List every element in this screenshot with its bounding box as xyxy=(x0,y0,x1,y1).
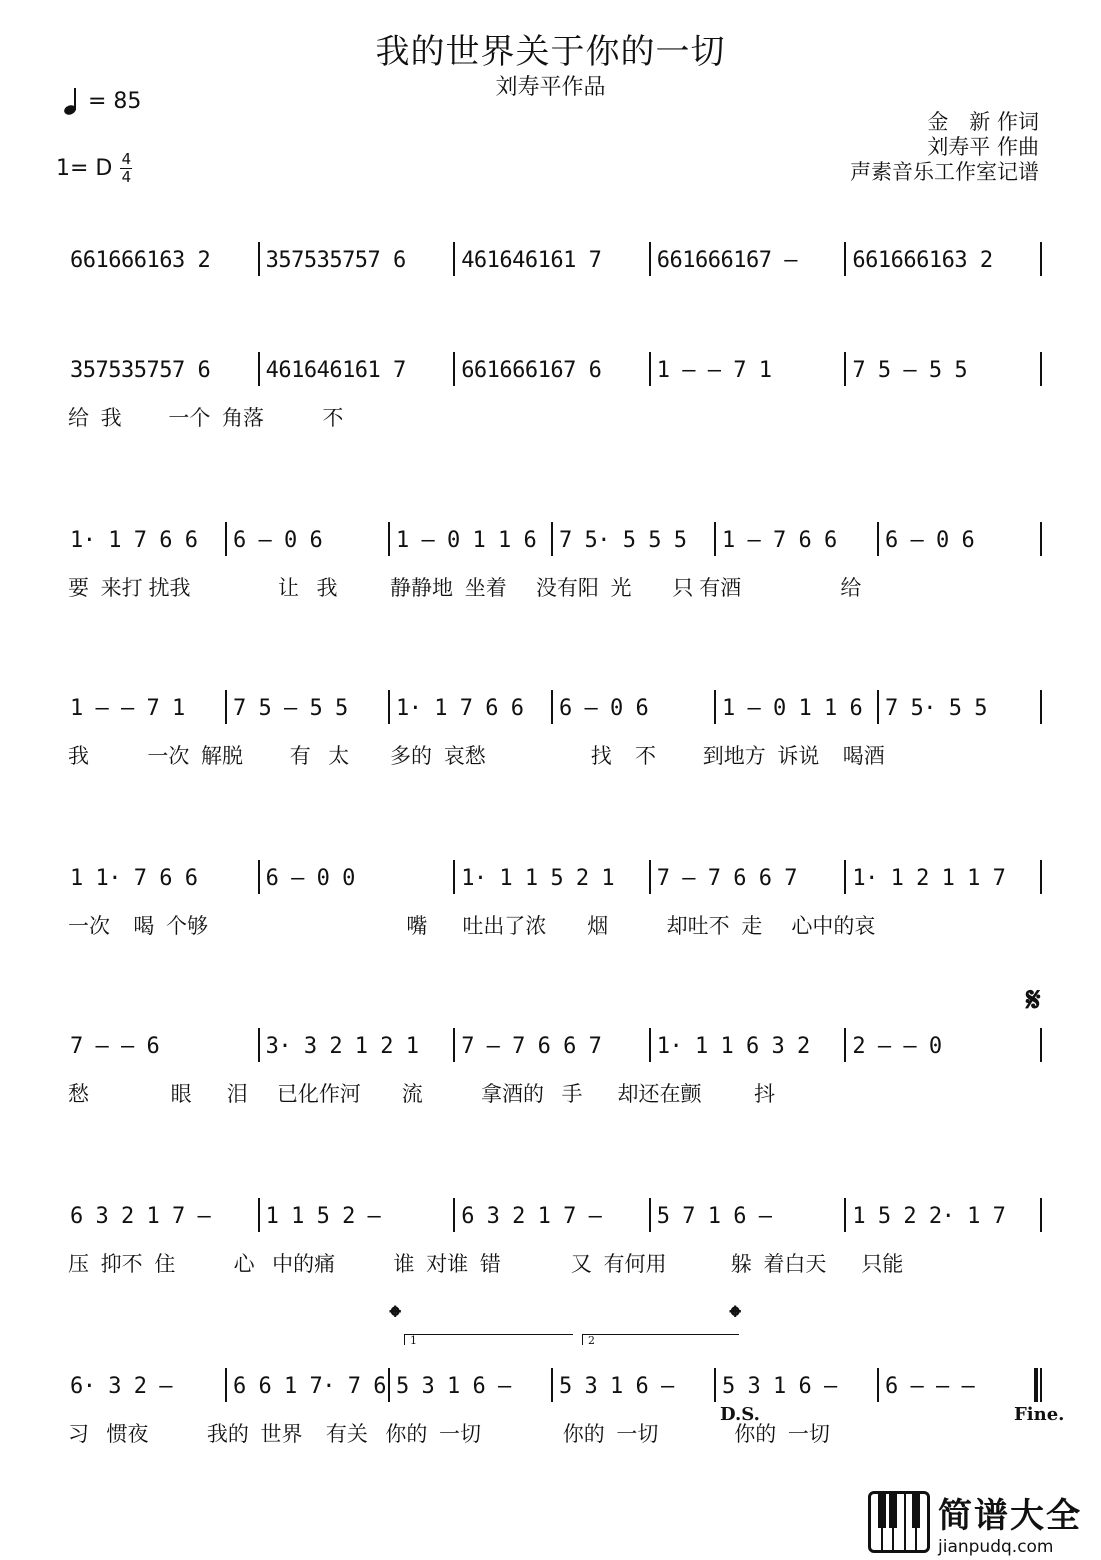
measure: 6 – 0 6 xyxy=(885,527,975,553)
final-barline xyxy=(1034,1368,1038,1402)
barline xyxy=(258,860,260,894)
transcriber-credit: 声素音乐工作室记谱 xyxy=(850,160,1039,184)
measure: 5 7 1 6 – xyxy=(656,1203,772,1229)
barline xyxy=(1040,1198,1042,1232)
barline xyxy=(649,1028,651,1062)
measure: 6 – 0 0 xyxy=(265,865,355,891)
measure: 661666167 – xyxy=(656,247,797,273)
barline xyxy=(649,242,651,276)
lyrics-line: 给 我 一个 角落 不 xyxy=(68,407,344,430)
measure: 1 – 7 6 6 xyxy=(722,527,837,553)
measure: 3· 3 2 1 2 1 xyxy=(265,1033,419,1059)
time-signature xyxy=(120,152,132,185)
measure: 1 – 0 1 1 6 xyxy=(396,527,537,553)
barline xyxy=(877,690,879,724)
barline xyxy=(388,1368,390,1402)
barline xyxy=(844,1198,846,1232)
measure: 357535757 6 xyxy=(70,357,211,383)
measure: 1· 1 1 5 2 1 xyxy=(461,865,615,891)
barline xyxy=(844,242,846,276)
subtitle: 刘寿平作品 xyxy=(495,75,606,100)
barline xyxy=(714,522,716,556)
measure: 2 – – 0 xyxy=(852,1033,942,1059)
barline xyxy=(258,1198,260,1232)
barline xyxy=(453,1198,455,1232)
measure: 661666163 2 xyxy=(852,247,993,273)
barline xyxy=(649,1198,651,1232)
measure: 1 – – 7 1 xyxy=(656,357,772,383)
measure: 6 – 0 6 xyxy=(559,695,649,721)
measure: 7 5 – 5 5 xyxy=(852,357,968,383)
barline xyxy=(1040,242,1042,276)
barline xyxy=(1040,522,1042,556)
barline xyxy=(1040,1028,1042,1062)
measure: 7 – 7 6 6 7 xyxy=(656,865,797,891)
lyrics-line: 习 惯夜 我的 世界 有关 你的 一切 你的 一切 你的 一切 xyxy=(68,1423,830,1446)
time-bottom: 4 xyxy=(121,168,132,186)
composer-credit: 刘寿平 作曲 xyxy=(927,135,1039,159)
barline xyxy=(388,522,390,556)
measure: 7 – 7 6 6 7 xyxy=(461,1033,602,1059)
measure: 1· 1 7 6 6 xyxy=(70,527,198,553)
measure: 461646161 7 xyxy=(461,247,602,273)
piano-icon xyxy=(868,1491,930,1553)
barline xyxy=(258,352,260,386)
measure: 5 3 1 6 – xyxy=(396,1373,511,1399)
barline xyxy=(258,242,260,276)
volta-label-2: 2 xyxy=(588,1334,595,1347)
quarter-note-icon xyxy=(62,86,78,116)
measure: 7 5· 5 5 xyxy=(885,695,987,721)
volta-bracket-1 xyxy=(404,1334,573,1345)
measure: 1· 1 2 1 1 7 xyxy=(852,865,1006,891)
measure: 5 3 1 6 – xyxy=(559,1373,674,1399)
logo-name: 简谱大全 xyxy=(938,1495,1082,1536)
segno-mark: 𝄋 xyxy=(1026,980,1041,1020)
measure: 6· 3 2 – xyxy=(70,1373,172,1399)
measure: 7 5· 5 5 5 xyxy=(559,527,687,553)
measure: 7 5 – 5 5 xyxy=(233,695,348,721)
measure: 357535757 6 xyxy=(265,247,406,273)
barline xyxy=(453,352,455,386)
barline xyxy=(1040,690,1042,724)
barline xyxy=(844,1028,846,1062)
barline xyxy=(844,352,846,386)
barline xyxy=(649,860,651,894)
barline xyxy=(551,522,553,556)
measure: 1 – 0 1 1 6 xyxy=(722,695,863,721)
measure: 6 3 2 1 7 – xyxy=(70,1203,211,1229)
barline xyxy=(225,1368,227,1402)
barline xyxy=(388,690,390,724)
credits xyxy=(850,110,1039,185)
time-top: 4 xyxy=(121,150,132,168)
barline xyxy=(225,690,227,724)
barline xyxy=(1040,860,1042,894)
measure: 1· 1 7 6 6 xyxy=(396,695,524,721)
key-label: 1= D xyxy=(56,156,113,181)
page-title: 我的世界关于你的一切 xyxy=(375,32,726,72)
measure: 461646161 7 xyxy=(265,357,406,383)
measure: 661666167 6 xyxy=(461,357,602,383)
barline xyxy=(649,352,651,386)
barline xyxy=(258,1028,260,1062)
measure: 1 1· 7 6 6 xyxy=(70,865,198,891)
measure: 1 5 2 2· 1 7 xyxy=(852,1203,1006,1229)
measure: 6 – 0 6 xyxy=(233,527,323,553)
lyrics-line: 一次 喝 个够 嘴 吐出了浓 烟 却吐不 走 心中的哀 xyxy=(68,915,876,938)
coda-mark-2: 𝄌 xyxy=(730,1300,741,1335)
measure: 7 – – 6 xyxy=(70,1033,160,1059)
barline xyxy=(877,522,879,556)
lyrics-line: 愁 眼 泪 已化作河 流 拿酒的 手 却还在颤 抖 xyxy=(68,1083,776,1106)
barline xyxy=(714,690,716,724)
barline xyxy=(877,1368,879,1402)
measure: 1 1 5 2 – xyxy=(265,1203,381,1229)
barline xyxy=(225,522,227,556)
lyrics-line: 要 来打 扰我 让 我 静静地 坐着 没有阳 光 只 有酒 给 xyxy=(68,577,862,600)
barline xyxy=(1040,1368,1042,1402)
barline xyxy=(453,1028,455,1062)
barline xyxy=(551,1368,553,1402)
tempo-marking xyxy=(62,86,141,116)
coda-mark-1: 𝄌 xyxy=(390,1300,401,1335)
ds-mark: D.S. xyxy=(720,1404,760,1425)
measure: 1· 1 1 6 3 2 xyxy=(656,1033,810,1059)
barline xyxy=(714,1368,716,1402)
measure: 1 – – 7 1 xyxy=(70,695,185,721)
barline xyxy=(453,860,455,894)
lyrics-line: 压 抑不 住 心 中的痛 谁 对谁 错 又 有何用 躲 着白天 只能 xyxy=(68,1253,904,1276)
measure: 6 – – – xyxy=(885,1373,975,1399)
measure: 661666163 2 xyxy=(70,247,211,273)
barline xyxy=(453,242,455,276)
volta-bracket-2 xyxy=(582,1334,739,1345)
barline xyxy=(844,860,846,894)
fine-mark: Fine. xyxy=(1014,1404,1065,1425)
tempo-value: = 85 xyxy=(88,88,142,114)
logo-url: jianpudq.com xyxy=(938,1536,1054,1557)
measure: 6 3 2 1 7 – xyxy=(461,1203,602,1229)
barline xyxy=(1040,352,1042,386)
measure: 5 3 1 6 – xyxy=(722,1373,837,1399)
barline xyxy=(551,690,553,724)
lyrics-line: 我 一次 解脱 有 太 多的 哀愁 找 不 到地方 诉说 喝酒 xyxy=(68,745,885,768)
volta-label-1: 1 xyxy=(410,1334,417,1347)
key-signature xyxy=(56,152,132,185)
lyricist-credit: 金 新 作词 xyxy=(927,110,1039,134)
site-logo xyxy=(868,1488,1093,1556)
measure: 6 6 1 7· 7 6 xyxy=(233,1373,386,1399)
